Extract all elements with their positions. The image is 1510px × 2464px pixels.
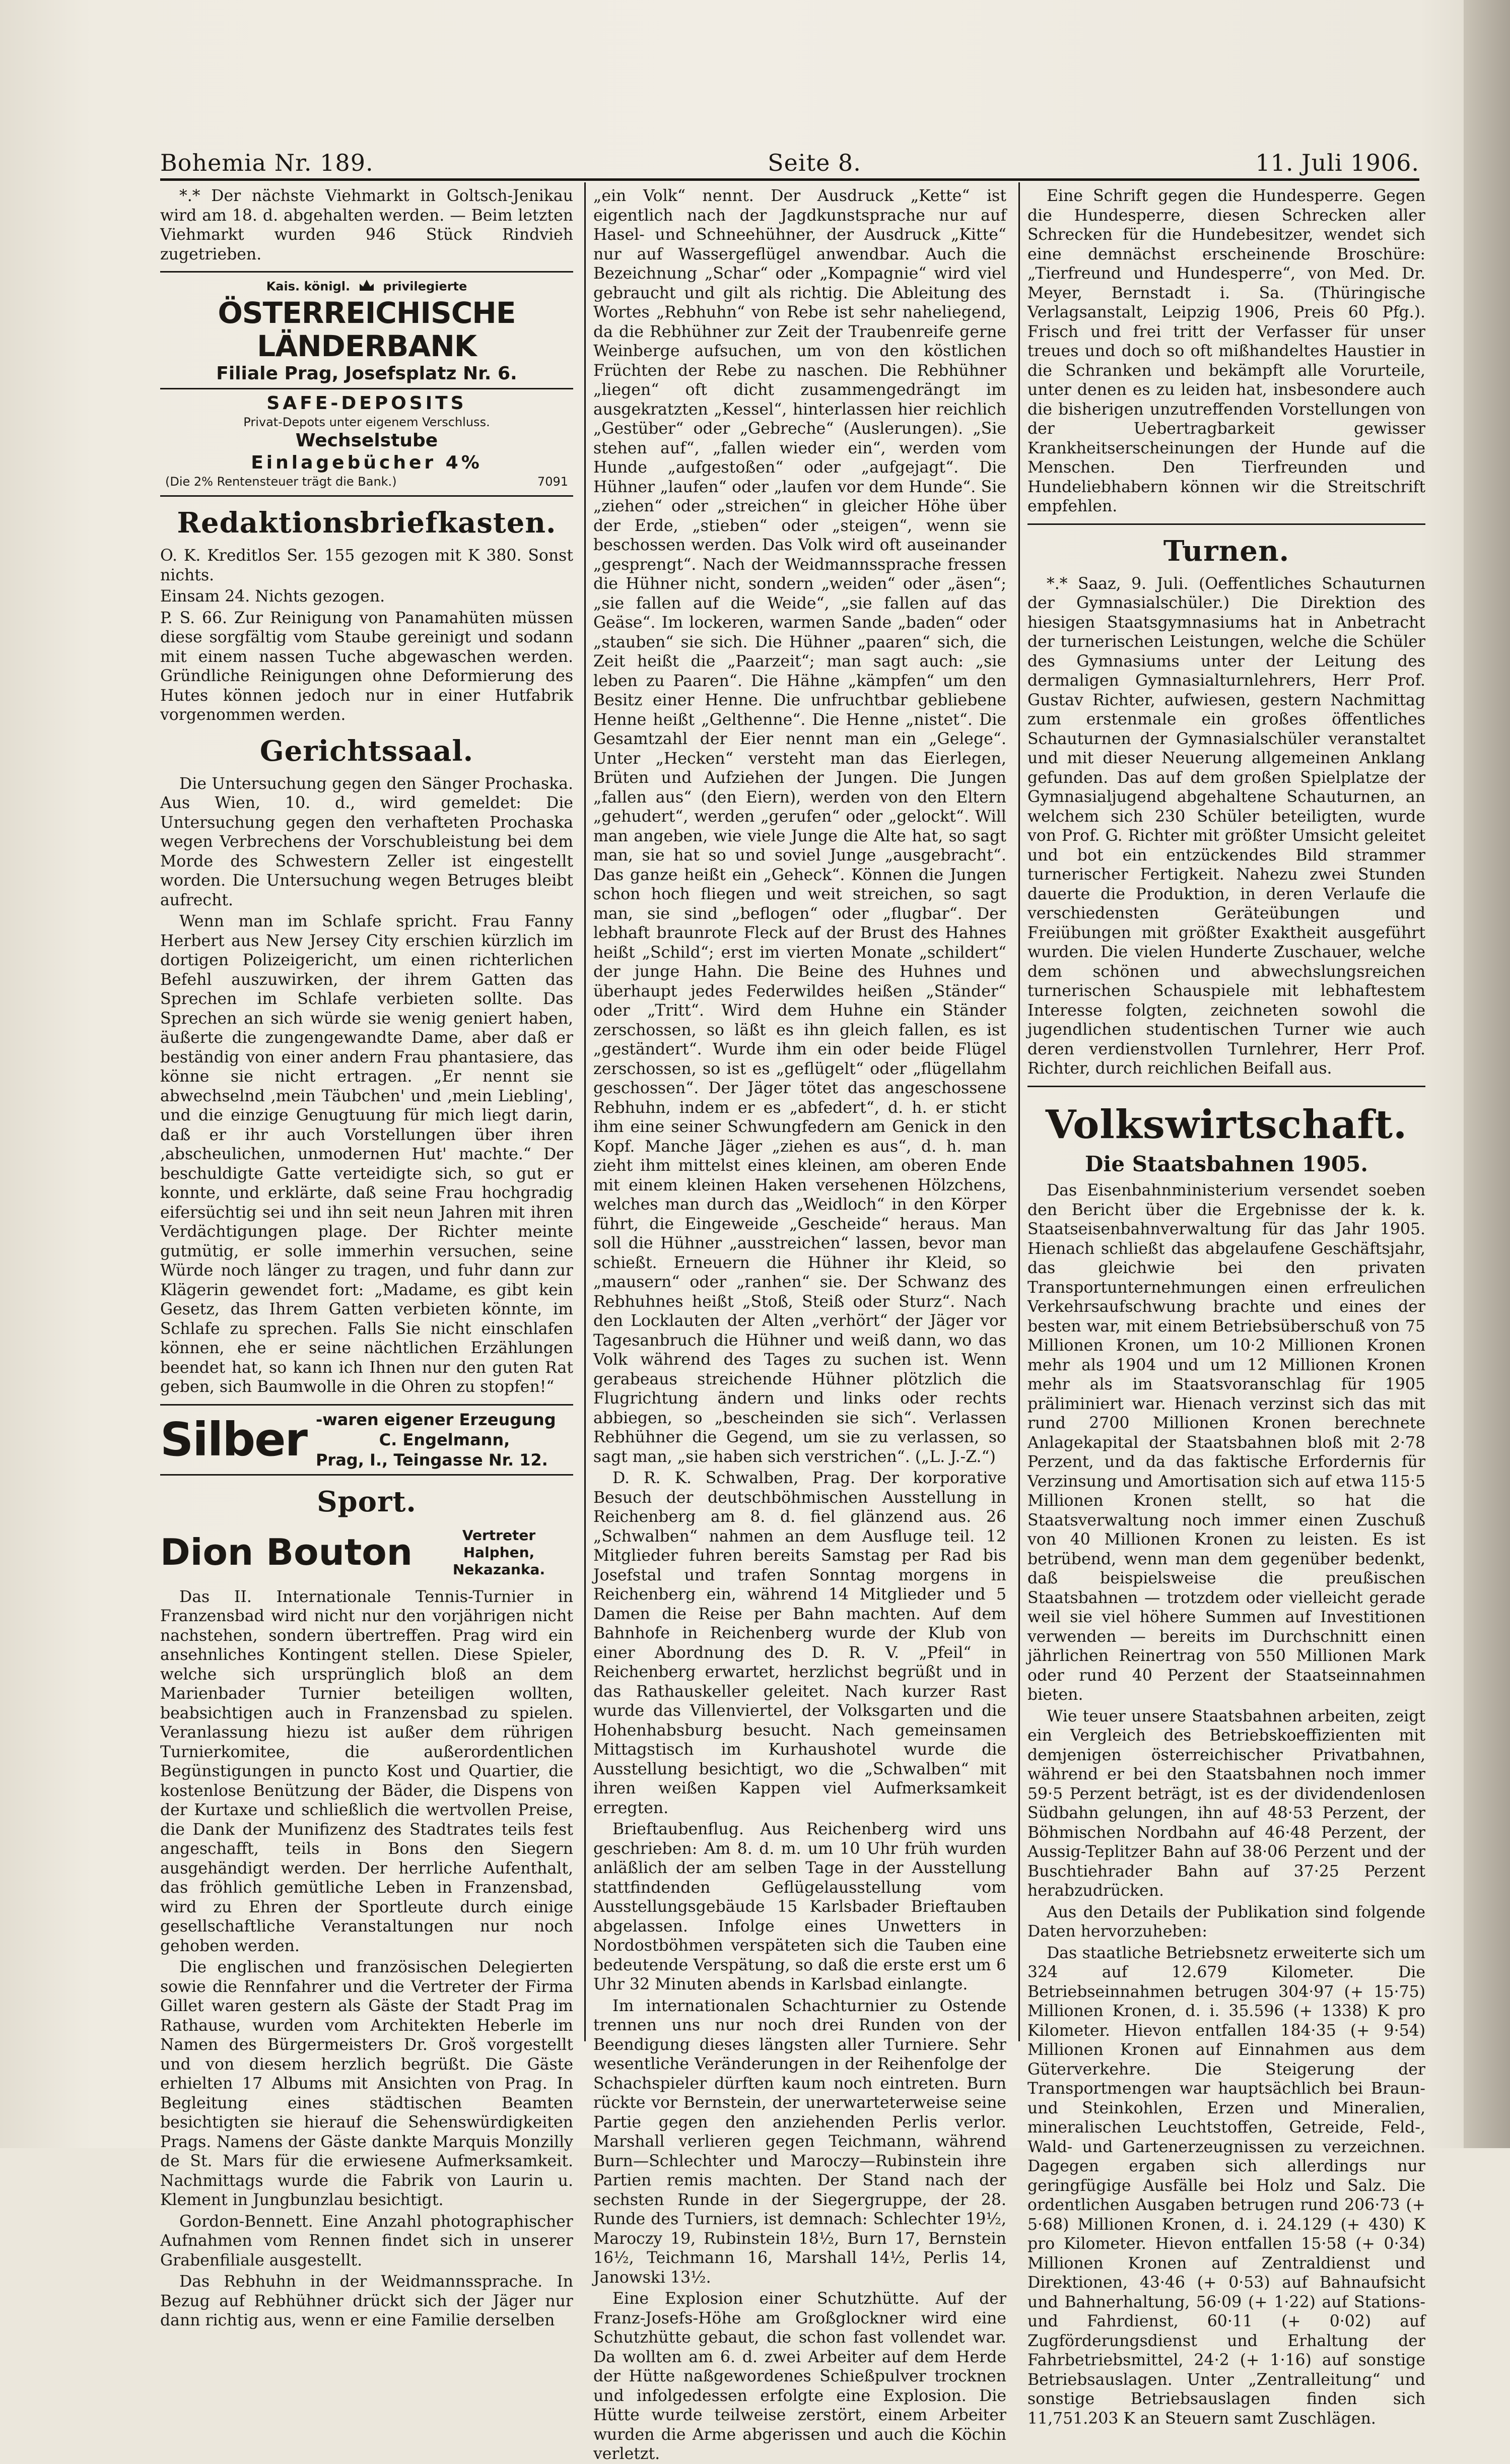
gerichtssaal-heading: Gerichtssaal.	[259, 734, 474, 768]
bank-ad-rule	[160, 388, 573, 389]
silber-engelmann-ad	[160, 1404, 573, 1476]
gericht-article: Wenn man im Schlafe spricht. Frau Fanny Herbert aus New Jersey City erschien kürzlich im dortigen Polizeigericht, um einen richterlichen Befehl auszuwirken, der ihrem Gatten das Sprechen im Schlafe verbieten sollte. Das Sprechen an sich würde sie wenig geniert haben, äußerte die zungengewandte Dame, aber daß er beständig von einer andern Frau phantasiere, das könne sie nicht ertragen. „Er nennt sie abwechselnd ,mein Täubchen' und ,mein Liebling', und die einzige Genugtuung für mich liegt darin, daß er ihr auch Vorstellungen über ihren ,abscheulichen, unmodernen Hut' machte.“ Der beschuldigte Gatte verteidigte sich, so gut er konnte, und erklärte, daß seine Frau hochgradig eifersüchtig sei und ihn seit neun Jahren mit ihren Verdächtigungen plage. Der Richter meinte gutmütig, er solle immerhin versuchen, seine Würde noch länger zu tragen, und fuhr dann zur Klägerin gewendet fort: „Madame, es gibt kein Gesetz, das Ihrem Gatten verbieten könnte, im Schlafe zu sprechen. Falls Sie nicht einschlafen können, ehe er seine nächtlichen Erzählungen beendet hat, so kann ich Ihnen nur den guten Rat geben, sich Baumwolle in die Ohren zu stopfen!“	[160, 912, 573, 1396]
section-rule	[1027, 523, 1425, 525]
dion-bouton-ad	[160, 1527, 573, 1578]
viehmarkt-notice: *.* Der nächste Viehmarkt in Goltsch-Jenikau wird am 18. d. abgehalten werden. — Beim letzten Viehmarkt wurden 946 Stück Rindvieh zugetrieben.	[160, 187, 573, 263]
staatsbahnen-subtitle: Die Staatsbahnen 1905.	[1085, 1151, 1368, 1176]
rebhuhn-article-continued: „ein Volk“ nennt. Der Ausdruck „Kette“ ist eigentlich nach der Jagdkunstsprache nur auf Hasel- und Schneehühner, der Ausdruck „Kitte“ nur auf Wassergeflügel anwendbar. Auch die Bezeichnung „Schar“ oder „Kompagnie“ wird viel gebraucht und gilt als richtig. Die Ableitung des Wortes „Rebhuhn“ von Rebe ist sehr naheliegend, da die Rebhühner zur Zeit der Traubenreife gerne Weinberge aufsuchen, um von den köstlichen Früchten der Rebe zu naschen. Die Rebhühner „liegen“ oft dicht zusammengedrängt im ausgekratzten „Kessel“, hinterlassen hier reichlich „Gestüber“ oder „Gebreche“ (Auslerungen). „Sie stehen auf“, „fallen wieder ein“, werden vom Hunde „aufgestoßen“ oder „aufgejagt“. Die Hühner „laufen“ oder „laufen vor dem Hunde“. Sie „ziehen“ oder „streichen“ in gleicher Höhe über der Erde, „stieben“ oder „steigen“, wenn sie beschossen werden. Das Volk wird oft auseinander „gesprengt“. Nach der Weidmannssprache fressen die Hühner nicht, sondern „weiden“ oder „äsen“; „sie fallen auf die Weide“, „sie fallen auf das Geäse“. Im lockeren, warmen Sande „baden“ oder „stauben“ sie sich. Die Hühner „paaren“ sich, die Zeit heißt die „Paarzeit“; man sagt auch: „sie leben zu Paaren“. Die Hähne „kämpfen“ um den Besitz einer Henne. Die unfruchtbar gebliebene Henne heißt „Gelthenne“. Die Henne „nistet“. Die Gesamtzahl der Eier nennt man ein „Gelege“. Unter „Hecken“ versteht man das Eierlegen, Brüten und Aufziehen der Jungen. Die Jungen „fallen aus“ (den Eiern), werden von den Eltern „gehudert“, werden „gerufen“ oder „gelockt“. Will man angeben, wie viele Junge die Alte hat, so sagt man, sie hat so und soviel Junge „ausgebracht“. Das ganze heißt ein „Geheck“. Können die Jungen schon hoch fliegen und weit streichen, so sagt man, sie sind „beflogen“ oder „flugbar“. Der lebhaft braunrote Fleck auf der Brust des Hahnes heißt „Schild“; erst im vierten Monate „schildert“ der junge Hahn. Die Beine des Huhnes und überhaupt jedes Federwildes heißen „Ständer“ oder „Tritt“. Wird dem Huhne ein Ständer zerschossen, so läßt es ihn gleich fallen, es ist „geständert“. Wurde ihm ein oder beide Flügel zerschossen, so ist es „geflügelt“ oder „flügellahm geschossen“. Der Jäger tötet das angeschossene Rebhuhn, indem er es „abfedert“, d. h. er sticht ihm eine seiner Schwungfedern am Genick in den Kopf. Manche Jäger „ziehen es aus“, d. h. man zieht ihm mittelst eines kleinen, am oberen Ende mit einem kleinen Haken versehenen Hölzchens, welches man durch das „Weidloch“ in den Körper führt, die Eingeweide „Gescheide“ heraus. Man soll die Hühner „ausstreichen“ lassen, bevor man schießt. Erneuern die Hühner ihr Kleid, so „mausern“ oder „ranhen“ sie. Der Schwanz des Rebhuhnes heißt „Stoß, Steiß oder Sturz“. Nach den Locklauten der Alten „verhört“ der Jäger vor Tagesanbruch die Hühner und weiß dann, wo das Volk während des Tages zu suchen ist. Wenn gerabeaus streichende Hühner plötzlich die Flugrichtung ändern und links oder rechts abbiegen, so „bescheinden sie sich“. Verlassen Rebhühner die Gegend, um sie zu verlassen, so sagt man, „sie haben sich verstrichen“. („L. J.-Z.“)	[593, 187, 1006, 1466]
bank-einlagebuecher: Einlagebücher 4%	[251, 452, 483, 473]
volks-paragraph: Wie teuer unsere Staatsbahnen arbeiten, zeigt ein Vergleich des Betriebskoeffizienten mit demjenigen österreichischer Privatbahnen, während er bei den Staatsbahnen noch immer 59·5 Perzent beträgt, ist es der dividendenlosen Südbahn gelungen, ihn auf 48·53 Perzent, der Böhmischen Nordbahn auf 46·48 Perzent, der Aussig-Teplitzer Bahn auf 38·06 Perzent und der Buschtiehrader Bahn auf 37·25 Perzent herabzudrücken.	[1027, 1707, 1425, 1900]
silber-line1: -waren eigener Erzeugung	[315, 1410, 556, 1429]
page-edge-shadow	[1464, 0, 1510, 2148]
volks-paragraph: Das Eisenbahnministerium versendet soeben den Bericht über die Ergebnisse der k. k. Staatseisenbahnverwaltung für das Jahr 1905. Hienach schließt das abgelaufene Geschäftsjahr, das gleichwie bei den privaten Transportunternehmungen einen erfreulichen Verkehrsaufschwung brachte und eines der besten war, mit einem Betriebsüberschuß von 75 Millionen Kronen, um 10·2 Millionen Kronen mehr als 1904 und um 12 Millionen Kronen mehr als im Staatsvoranschlag für 1905 präliminiert war. Hienach verzinst sich das mit rund 2700 Millionen Kronen berechnete Anlagekapital der Staatsbahnen bloß mit 2·78 Perzent, und da das faktische Erfordernis für Verzinsung und Amortisation sich auf etwa 115·5 Millionen Kronen stellt, so hat die Staatsverwaltung noch immer einen Zuschuß von 40 Millionen Kronen zu leisten. Es ist betrübend, wenn man dem gegenüber bedenkt, daß beispielsweise die preußischen Staatsbahnen — trotzdem oder vielleicht gerade weil sie viel höhere Summen auf Investitionen verwenden — bereits im Durchschnitt einen jährlichen Reinertrag von 550 Millionen Mark oder rund 40 Perzent der Staatseinnahmen bieten.	[1027, 1181, 1425, 1704]
sport-article: Das II. Internationale Tennis-Turnier in Franzensbad wird nicht nur den vorjährigen nicht nachstehen, sondern übertreffen. Prag wird ein ansehnliches Kontingent stellen. Diese Spieler, welche sich ursprünglich bloß an dem Marienbader Turnier beteiligen wollten, beabsichtigen auch in Franzensbad zu spielen. Veranlassung hiezu ist außer dem rührigen Turnierkomitee, die außerordentlichen Begünstigungen in puncto Kost und Quartier, die kostenlose Benützung der Bäder, die Dispens von der Kurtaxe und schließlich die wertvollen Preise, die Dank der Munifizenz des Stadtrates teils fest angeschafft, teils in Bons den Siegern ausgehändigt werden. Der herrliche Aufenthalt, das fröhlich gemütliche Leben in Franzensbad, wird zu Ehren der Sportleute durch einige gesellschaftliche Veranstaltungen nur noch gehoben werden.	[160, 1587, 573, 1955]
redaktion-entry: Einsam 24. Nichts gezogen.	[160, 587, 385, 606]
sport-article: Das Rebhuhn in der Weidmannssprache. In Bezug auf Rebhühner drückt sich der Jäger nur dann richtig aus, wenn er eine Familie derselben	[160, 2273, 573, 2329]
header-issue: Bohemia Nr. 189.	[160, 149, 374, 176]
volkswirtschaft-heading: Volkswirtschaft.	[1045, 1101, 1408, 1148]
turnen-heading: Turnen.	[1163, 534, 1290, 568]
bank-safe-deposits: SAFE-DEPOSITS	[266, 393, 467, 414]
column-3	[1027, 186, 1425, 2428]
header-page-number: Seite 8.	[768, 149, 861, 176]
turnen-article: *.* Saaz, 9. Juli. (Oeffentliches Schauturnen der Gymnasialschüler.) Die Direktion des hiesigen Staatsgymnasiums hat in Anbetracht der turnerischen Leistungen, welche die Schüler des Gymnasiums unter der Leitung des dermaligen Gymnasialturnlehrers, Herr Prof. Gustav Richter, aufwiesen, gestern Nachmittag zum erstenmale ein großes öffentliches Schauturnen der Gymnasialschüler veranstaltet und mit dieser Neuerung allgemeinen Anklang gefunden. Das auf dem großen Spielplatze der Gymnasialjugend abgehaltene Schauturnen, an welchem sich 230 Schüler beteiligten, wurde von Prof. G. Richter mit größter Umsicht geleitet und bot ein entzückendes Bild strammer turnerischer Fertigkeit. Nahezu zwei Stunden dauerte die Produktion, in deren Verlaufe die verschiedensten Geräteübungen und Freiübungen mit größter Exaktheit ausgeführt wurden. Die vielen Hunderte Zuschauer, welche dem schönen und abwechslungsreichen turnerischen Schauspiele mit lebhaftestem Interesse folgten, zeichneten sowohl die jugendlichen studentischen Turner wie auch deren verdienstvollen Turnlehrer, Herr Prof. Richter, durch reichlichen Beifall aus.	[1027, 574, 1425, 1078]
news-item: Brieftaubenflug. Aus Reichenberg wird uns geschrieben: Am 8. d. m. um 10 Uhr früh wurden anläßlich der am selben Tage in der Ausstellung stattfindenden Geflügelausstellung vom Ausstellungsgebäude 15 Karlsbader Brieftauben abgelassen. Infolge eines Unwetters in Nordostböhmen verspäteten sich die Tauben eine bedeutende Verspätung, so daß die erste erst um 6 Uhr 32 Minuten abends in Karlsbad einlangte.	[593, 1820, 1006, 1993]
silber-word: Silber	[160, 1412, 307, 1467]
bank-steuer-note: (Die 2% Rentensteuer trägt die Bank.)	[165, 475, 397, 489]
page-header	[160, 141, 1419, 176]
volks-paragraph: Aus den Details der Publikation sind folgende Daten hervorzuheben:	[1027, 1903, 1425, 1941]
column-2	[593, 186, 1006, 2463]
news-item: D. R. K. Schwalben, Prag. Der korporative Besuch der deutschböhmischen Ausstellung in Reichenberg am 8. d. fiel glänzend aus. 26 „Schwalben“ nahmen an dem Ausfluge teil. 12 Mitglieder fuhren bereits Samstag per Rad bis Josefstal und trafen Sonntag morgens in Reichenberg ein, während 14 Mitglieder und 5 Damen die Reise per Bahn machten. Auf dem Bahnhofe in Reichenberg wurde der Klub von einer Abordnung des D. R. V. „Pfeil“ in Reichenberg erwartet, herzlichst begrüßt und in das Rathauskeller geleitet. Nach kurzer Rast wurde das Villenviertel, der Volksgarten und die Hohenhabsburg besucht. Nach gemeinsamen Mittagstisch im Kurhaushotel wurde die Ausstellung besichtigt, wo die „Schwalben“ mit ihren weißen Kappen viel Aufmerksamkeit erregten.	[593, 1469, 1006, 1817]
silber-line3: Prag, I., Teingasse Nr. 12.	[315, 1450, 548, 1470]
laenderbank-ad	[160, 271, 573, 497]
bank-line1b: privilegierte	[383, 279, 467, 294]
crown-icon	[358, 278, 375, 296]
column-1	[160, 186, 573, 2329]
dion-line1: Vertreter Halphen,	[462, 1526, 536, 1561]
bank-wechselstube: Wechselstube	[295, 430, 438, 451]
news-item: Eine Explosion einer Schutzhütte. Auf der Franz-Josefs-Höhe am Großglockner wird eine Schutzhütte gebaut, die schon fast vollendet war. Da wollten am 6. d. zwei Arbeiter auf dem Herde der Hütte naßgewordenes Schießpulver trocknen und infolgedessen erfolgte eine Explosion. Die Hütte wurde teilweise zerstört, einem Arbeiter wurden die Arme abgerissen und auch die Köchin verletzt.	[593, 2290, 1006, 2463]
hundesperre-article: Eine Schrift gegen die Hundesperre. Gegen die Hundesperre, diesen Schrecken aller Schrecken für die Hundebesitzer, wendet sich eine demnächst erscheinende Broschüre: „Tierfreund und Hundesperre“, von Med. Dr. Meyer, Bernstadt i. Sa. (Thüringische Verlagsanstalt, Leipzig 1906, Preis 60 Pfg.). Frisch und frei tritt der Verfasser für unser treues und doch so oft mißhandeltes Haustier in die Schranken und bekämpft alle Vorurteile, unter denen es zu leiden hat, insbesondere auch die bisherigen unzutreffenden Vorstellungen von der Uebertragbarkeit gewisser Krankheitserscheinungen der Hunde auf die Menschen. Den Tierfreunden und Hundeliebhabern können wir die Streitschrift empfehlen.	[1027, 187, 1425, 515]
redaktion-entry: P. S. 66. Zur Reinigung von Panamahüten müssen diese sorgfältig vom Staube gereinigt und sodann mit einem nassen Tuche abgewaschen werden. Gründliche Reinigungen ohne Deformierung des Hutes können jedoch nur in einer Hutfabrik vorgenommen werden.	[160, 609, 573, 724]
redaktion-entry: O. K. Kreditlos Ser. 155 gezogen mit K 380. Sonst nichts.	[160, 547, 573, 584]
bank-line1a: Kais. königl.	[266, 279, 351, 294]
section-rule	[1027, 1086, 1425, 1087]
news-item: Im internationalen Schachturnier zu Ostende trennen uns nur noch drei Runden von der Beendigung dieses längsten aller Turniere. Sehr wesentliche Veränderungen in der Reihenfolge der Schachspieler dürften kaum noch eintreten. Burn rückte vor Bernstein, der unerwarteterweise seine Partie gegen den anziehenden Perlis verlor. Marshall verlieren gegen Teichmann, während Burn—Schlechter und Maroczy—Rubinstein ihre Partien remis machten. Der Stand nach der sechsten Runde in der Siegergruppe, der 28. Runde des Turniers, ist demnach: Schlechter 19½, Maroczy 19, Rubinstein 18½, Burn 17, Bernstein 16½, Teichmann 16, Marshall 14½, Perlis 14, Janowski 13½.	[593, 1996, 1006, 2287]
bank-filiale: Filiale Prag, Josefsplatz Nr. 6.	[216, 363, 517, 384]
gericht-article: Die Untersuchung gegen den Sänger Prochaska. Aus Wien, 10. d., wird gemeldet: Die Untersuchung gegen den verhafteten Prochaska wegen Verbrechens der Vorschubleistung bei dem Morde des Schwestern Zeller ist eingestellt worden. Die Untersuchung wegen Betruges bleibt aufrecht.	[160, 774, 573, 909]
sport-article: Die englischen und französischen Delegierten sowie die Rennfahrer und die Vertreter der Firma Gillet waren gestern als Gäste der Stadt Prag im Rathause, wurden vom Architekten Heberle im Namen des Bürgermeisters Dr. Groš vorgestellt und von diesem herzlich begrüßt. Die Gäste erhielten 17 Albums mit Ansichten von Prag. In Begleitung eines städtischen Beamten besichtigten sie hierauf die Sehenswürdigkeiten Prags. Namens der Gäste dankte Marquis Monzilly de St. Mars für die erwiesene Aufmerksamkeit. Nachmittags wurde die Fabrik von Laurin u. Klement in Jungbunzlau besichtigt.	[160, 1958, 573, 2209]
column-divider-2	[1018, 182, 1020, 2041]
dion-word: Dion Bouton	[160, 1531, 413, 1574]
volks-paragraph: Das staatliche Betriebsnetz erweiterte sich um 324 auf 12.679 Kilometer. Die Betriebseinnahmen betrugen 304·97 (+ 15·75) Millionen Kronen, d. i. 35.596 (+ 1338) K pro Kilometer. Hievon entfallen 184·35 (+ 9·54) Millionen Kronen auf Einnahmen aus dem Güterverkehre. Die Steigerung der Transportmengen war hauptsächlich bei Braun- und Steinkohlen, Erzen und Mineralien, mineralischen Leuchtstoffen, Getreide, Feld-, Wald- und Gartenerzeugnissen zu verzeichnen. Dagegen ergaben sich allerdings nur geringfügige Ausfälle bei Holz und Salz. Die ordentlichen Ausgaben betrugen rund 206·73 (+ 5·68) Millionen Kronen, d. i. 24.129 (+ 430) K pro Kilometer. Hievon entfallen 15·58 (+ 0·34) Millionen Kronen auf Zentraldienst und Direktionen, 43·46 (+ 0·53) auf Bahnaufsicht und Bahnerhaltung, 56·09 (+ 1·22) auf Stations- und Fahrdienst, 60·11 (+ 0·02) auf Zugförderungsdienst und Erhaltung der Fahrbetriebsmittel, 24·2 (+ 1·16) auf sonstige Betriebsauslagen. Unter „Zentralleitung“ und sonstige Betriebsauslagen finden sich 11,751.203 K an Steuern samt Zuschlägen.	[1027, 1944, 1425, 2428]
dion-line2: Nekazanka.	[452, 1561, 545, 1578]
bank-ad-code: 7091	[537, 475, 568, 489]
silber-line2: C. Engelmann,	[379, 1430, 510, 1449]
redaktion-heading: Redaktionsbriefkasten.	[177, 506, 557, 540]
header-rule	[160, 178, 1419, 181]
sport-heading: Sport.	[317, 1485, 417, 1518]
bank-privat-depots: Privat-Depots unter eigenem Verschluss.	[243, 415, 490, 429]
header-date: 11. Juli 1906.	[1255, 149, 1419, 176]
column-divider-1	[584, 182, 586, 2041]
bank-name: ÖSTERREICHISCHE LÄNDERBANK	[218, 296, 516, 363]
sport-article: Gordon-Bennett. Eine Anzahl photographischer Aufnahmen vom Rennen findet sich in unserer Grabenfiliale ausgestellt.	[160, 2212, 573, 2270]
